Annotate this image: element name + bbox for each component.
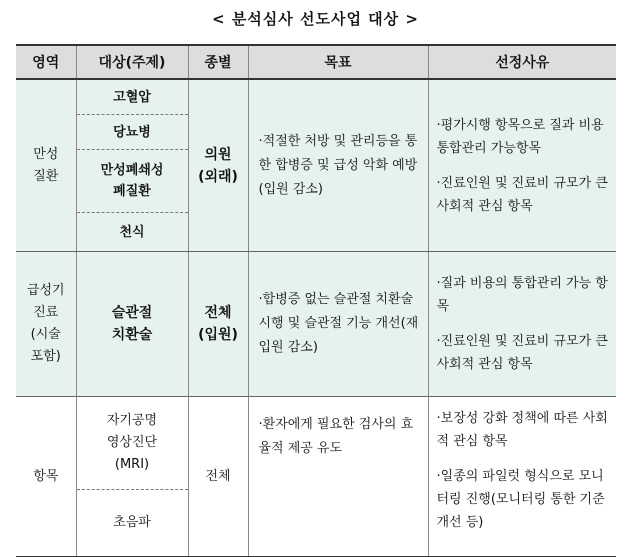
header-goal: 목표 bbox=[248, 45, 428, 79]
goal-cell: ·합병증 없는 슬관절 치환술 시행 및 슬관절 기능 개선(재입원 감소) bbox=[248, 252, 428, 397]
header-reason: 선정사유 bbox=[428, 45, 616, 79]
goal-cell: ·환자에게 필요한 검사의 효율적 제공 유도 bbox=[248, 397, 428, 557]
area-cell: 만성 질환 bbox=[16, 79, 76, 252]
subject-mri: 자기공명 영상진단 (MRI) bbox=[77, 397, 188, 490]
reason-cell: ·평가시행 항목으로 질과 비용 통합관리 가능항목 ·진료인원 및 진료비 규모가 큰 사회적 관심 항목 bbox=[428, 79, 616, 252]
type-cell: 전체 (입원) bbox=[188, 252, 248, 397]
subject-ultrasound: 초음파 bbox=[113, 515, 151, 530]
type-cell: 의원 (외래) bbox=[188, 79, 248, 252]
subject-hypertension: 고혈압 bbox=[77, 80, 188, 115]
header-area: 영역 bbox=[16, 45, 76, 79]
page-title: < 분석심사 선도사업 대상 > bbox=[212, 10, 419, 28]
subject-copd: 만성폐쇄성 폐질환 bbox=[77, 150, 188, 213]
table-row bbox=[16, 79, 616, 252]
area-cell: 급성기 진료 (시술 포함) bbox=[16, 252, 76, 397]
reason-cell: ·질과 비용의 통합관리 가능 항목 ·진료인원 및 진료비 규모가 큰 사회적 관심 항목 bbox=[428, 252, 616, 397]
table-header-row bbox=[16, 45, 616, 79]
table-row bbox=[16, 397, 616, 557]
table-row bbox=[16, 252, 616, 397]
subject-cell: 슬관절 치환술 bbox=[76, 252, 188, 397]
subject-asthma: 천식 bbox=[119, 224, 145, 240]
reason-cell: ·보장성 강화 정책에 따른 사회적 관심 항목 ·일종의 파일럿 형식으로 모니터링 진행(모니터링 통한 기준개선 등) bbox=[428, 397, 616, 557]
goal-cell: ·적절한 처방 및 관리등을 통한 합병증 및 급성 악화 예방 (입원 감소) bbox=[248, 79, 428, 252]
area-cell: 항목 bbox=[16, 397, 76, 557]
type-cell: 전체 bbox=[188, 397, 248, 557]
subject-cell bbox=[76, 79, 188, 252]
header-subject: 대상(주제) bbox=[76, 45, 188, 79]
header-type: 종별 bbox=[188, 45, 248, 79]
subject-cell bbox=[76, 397, 188, 557]
subject-diabetes: 당뇨병 bbox=[77, 115, 188, 150]
pilot-target-table bbox=[16, 44, 616, 557]
